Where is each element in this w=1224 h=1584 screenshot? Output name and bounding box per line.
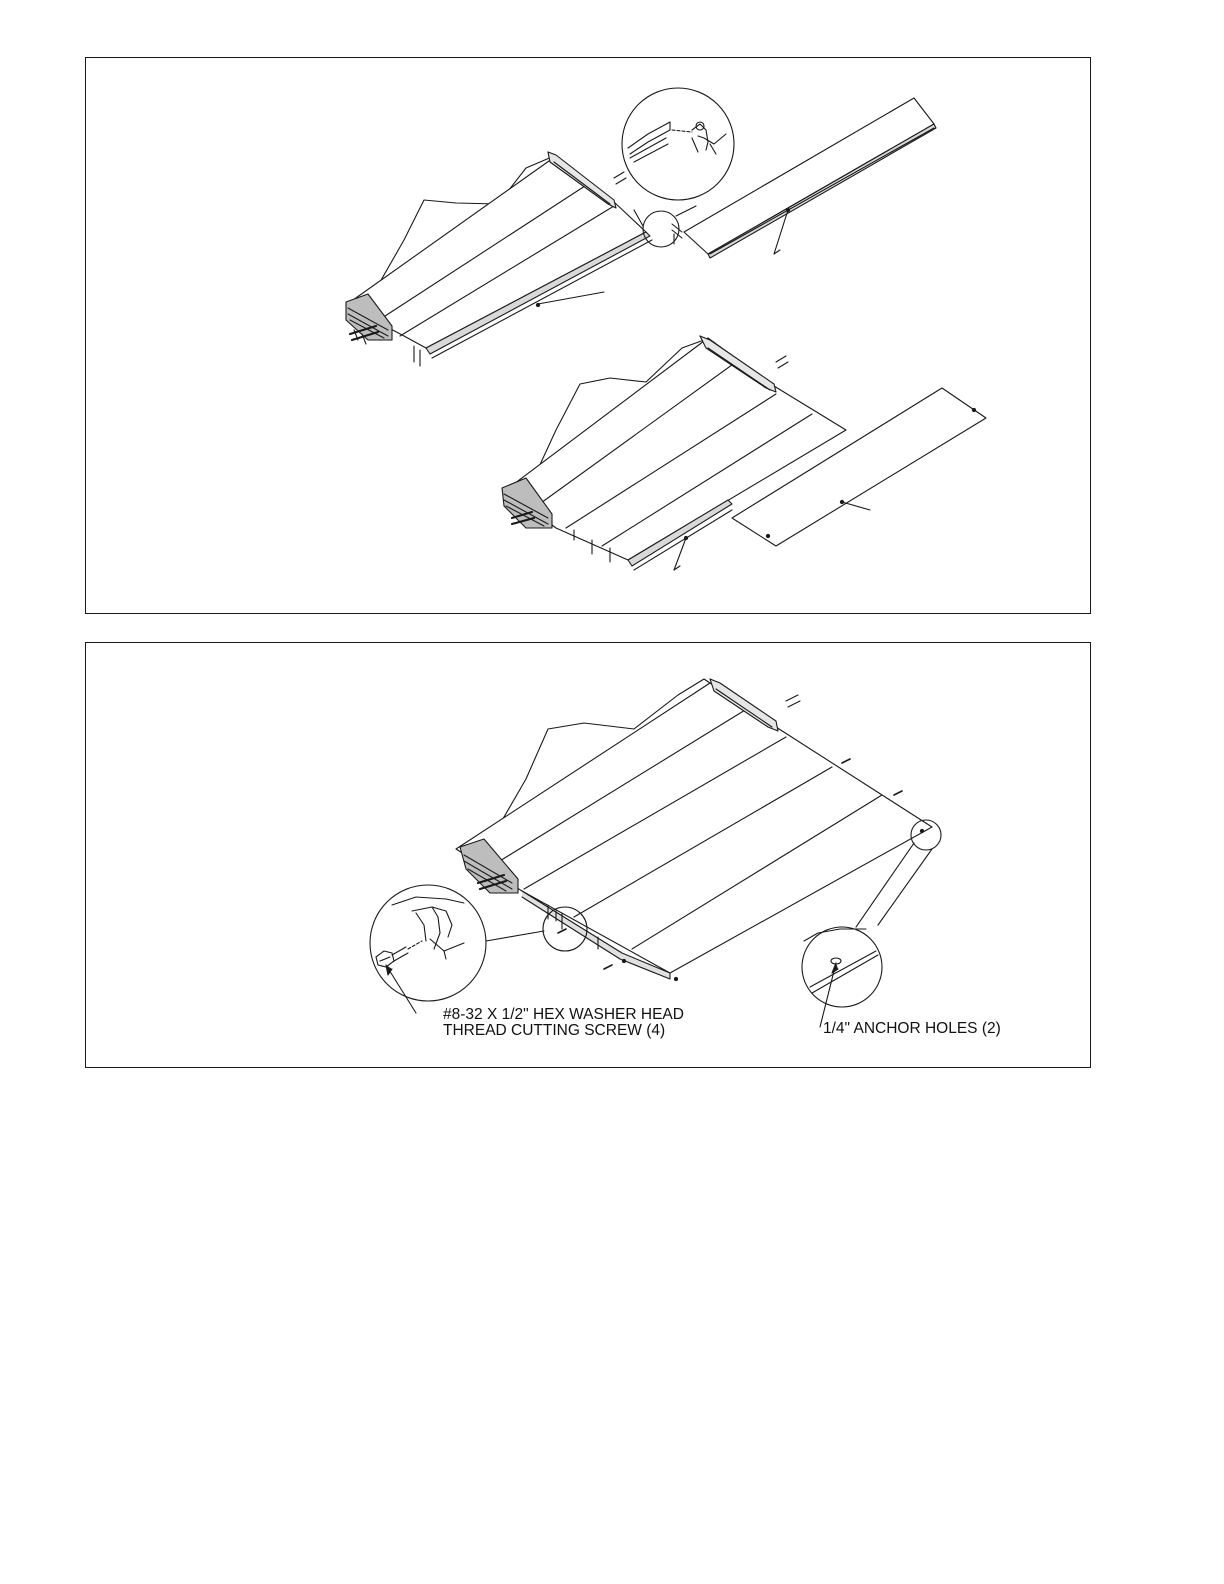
assembly-step-panel-bottom [85, 642, 1091, 1068]
upper-assembly [346, 88, 936, 366]
joint-detail-magnified [622, 88, 734, 200]
lower-assembly [502, 336, 986, 570]
screw-callout-line-2: THREAD CUTTING SCREW (4) [443, 1022, 666, 1039]
assembly-step-panel-top [85, 57, 1091, 614]
anchor-holes-callout-label: 1/4" ANCHOR HOLES (2) [823, 1020, 1001, 1037]
exploded-assembly-drawing [86, 58, 1090, 613]
screw-detail-magnified [370, 885, 486, 1013]
final-assembly-drawing [86, 643, 1090, 1067]
screw-callout-line-1: #8-32 X 1/2" HEX WASHER HEAD [443, 1006, 684, 1023]
anchor-detail-magnified [802, 927, 882, 1027]
final-assembly [370, 679, 941, 1027]
screw-callout-label [443, 1007, 684, 1039]
